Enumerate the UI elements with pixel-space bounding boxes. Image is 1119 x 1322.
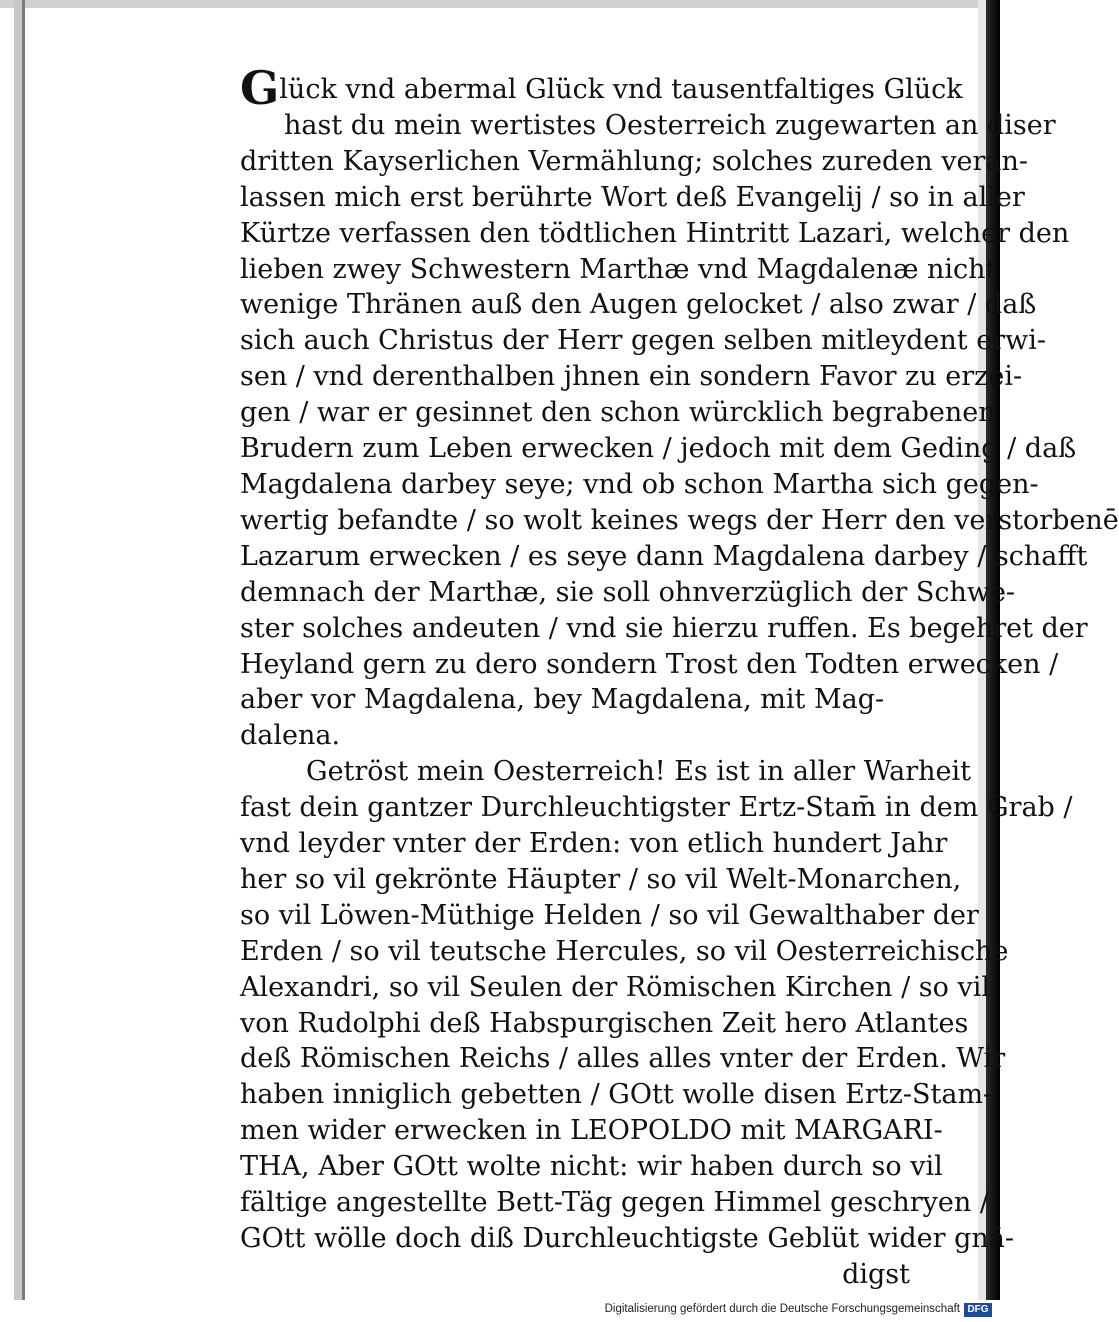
text-line <box>240 1006 969 1042</box>
line-text: Lazarum erwecken / es seye dann Magdalena darbey / schafft <box>240 540 1088 572</box>
text-line <box>240 790 1073 826</box>
text-line <box>240 180 1025 216</box>
text-line <box>240 144 1028 180</box>
text-line <box>240 1113 943 1149</box>
text-line <box>240 359 1023 395</box>
page-body-text <box>240 61 1119 1293</box>
text-line <box>240 252 997 288</box>
text-line <box>240 682 940 718</box>
line-text: von Rudolphi deß Habspurgischen Zeit hero Atlantes <box>240 1007 969 1039</box>
line-text: sen / vnd derenthalben jhnen ein sondern Favor zu erzei- <box>240 361 1023 393</box>
line-text: vnd leyder vnter der Erden: von etlich hundert Jahr <box>240 828 948 860</box>
initial-letter: G <box>240 61 280 115</box>
line-text: THA, Aber GOtt wolte nicht: wir haben durch so vil <box>240 1151 943 1183</box>
text-line <box>240 1185 989 1221</box>
line-text: lieben zwey Schwestern Marthæ vnd Magdalenæ nicht <box>240 253 997 285</box>
text-line <box>240 970 991 1006</box>
line-text: Heyland gern zu dero sondern Trost den Todten erwecken / <box>240 648 1059 680</box>
line-text: her so vil gekrönte Häupter / so vil Welt-Monarchen, <box>240 863 962 895</box>
line-text: Erden / so vil teutsche Hercules, so vil Oesterreichische <box>240 935 1009 967</box>
line-text: GOtt wölle doch diß Durchleuchtigste Geblüt wider gnä- <box>240 1223 1015 1254</box>
line-text: wenige Thränen auß den Augen gelocket / also zwar / daß <box>240 289 1037 321</box>
text-line <box>240 934 1009 970</box>
text-line <box>240 323 1046 359</box>
text-line <box>240 1149 943 1185</box>
line-text: so vil Löwen-Müthige Helden / so vil Gewalthaber der <box>240 899 979 931</box>
dfg-logo-icon: DFG <box>964 1303 992 1317</box>
text-line <box>240 575 1016 611</box>
line-text: fältige angestellte Bett-Täg gegen Himmel geschryen / <box>240 1187 989 1219</box>
text-line <box>240 467 1039 503</box>
text-line <box>240 862 962 898</box>
text-line <box>240 431 1077 467</box>
text-line <box>240 754 971 790</box>
text-line <box>240 1077 993 1113</box>
scan-left-edge <box>14 0 22 1300</box>
line-text: wertig befandte / so wolt keines wegs der Herr den verstorbenē <box>240 504 1119 536</box>
text-line <box>240 395 996 431</box>
line-text: Getröst mein Oesterreich! Es ist in aller Warheit <box>306 756 971 788</box>
line-text: aber vor Magdalena, bey Magdalena, mit Mag- <box>240 684 885 716</box>
line-text: hast du mein wertistes Oesterreich zugewarten an diser <box>284 109 1056 141</box>
line-text: Brudern zum Leben erwecken / jedoch mit dem Geding / daß <box>240 433 1077 465</box>
text-line <box>240 108 1056 144</box>
line-text: ster solches andeuten / vnd sie hierzu ruffen. Es begehret der <box>240 612 1088 644</box>
line-text: Magdalena darbey seye; vnd ob schon Martha sich gegen- <box>240 468 1039 500</box>
line-text: lück vnd abermal Glück vnd tausentfaltiges Glück <box>279 74 963 105</box>
text-line <box>240 611 1088 647</box>
line-text: Alexandri, so vil Seulen der Römischen Kirchen / so vil <box>240 971 991 1003</box>
text-line <box>240 61 963 115</box>
text-line <box>240 287 1037 323</box>
line-text: gen / war er gesinnet den schon würcklich begrabenen <box>240 397 996 429</box>
text-line <box>240 539 1088 575</box>
text-line <box>240 647 1059 683</box>
line-text: Kürtze verfassen den tödtlichen Hintritt Lazari, welcher den <box>240 217 1070 249</box>
text-line <box>240 826 948 862</box>
text-line <box>240 216 1070 252</box>
footer-credit: Digitalisierung gefördert durch die Deutsche Forschungsgemeinschaft <box>604 1303 960 1315</box>
line-text: dritten Kayserlichen Vermählung; solches zureden veran- <box>240 145 1028 177</box>
line-text: demnach der Marthæ, sie soll ohnverzüglich der Schwe- <box>240 576 1016 608</box>
line-text: deß Römischen Reichs / alles alles vnter der Erden. Wir <box>240 1043 1006 1075</box>
line-text: sich auch Christus der Herr gegen selben mitleydent erwi- <box>240 325 1046 357</box>
text-line <box>240 898 979 934</box>
text-line <box>240 1221 1015 1257</box>
line-text: digst <box>842 1258 910 1290</box>
line-text: dalena. <box>240 720 341 752</box>
line-text: lassen mich erst berührte Wort deß Evangelij / so in aller <box>240 181 1025 213</box>
footer-bar <box>0 1300 1000 1322</box>
text-line <box>240 503 1119 539</box>
line-text: fast dein gantzer Durchleuchtigster Ertz-Stam̄ in dem Grab / <box>240 792 1073 824</box>
text-line <box>240 1041 1006 1077</box>
scan-top-edge <box>0 0 1000 8</box>
text-line <box>240 718 940 754</box>
line-text: haben inniglich gebetten / GOtt wolle disen Ertz-Stam- <box>240 1079 993 1111</box>
scan-left-edge-shadow <box>22 0 25 1300</box>
line-text: men wider erwecken in LEOPOLDO mit MARGARI- <box>240 1115 943 1147</box>
catchword <box>240 1257 940 1293</box>
